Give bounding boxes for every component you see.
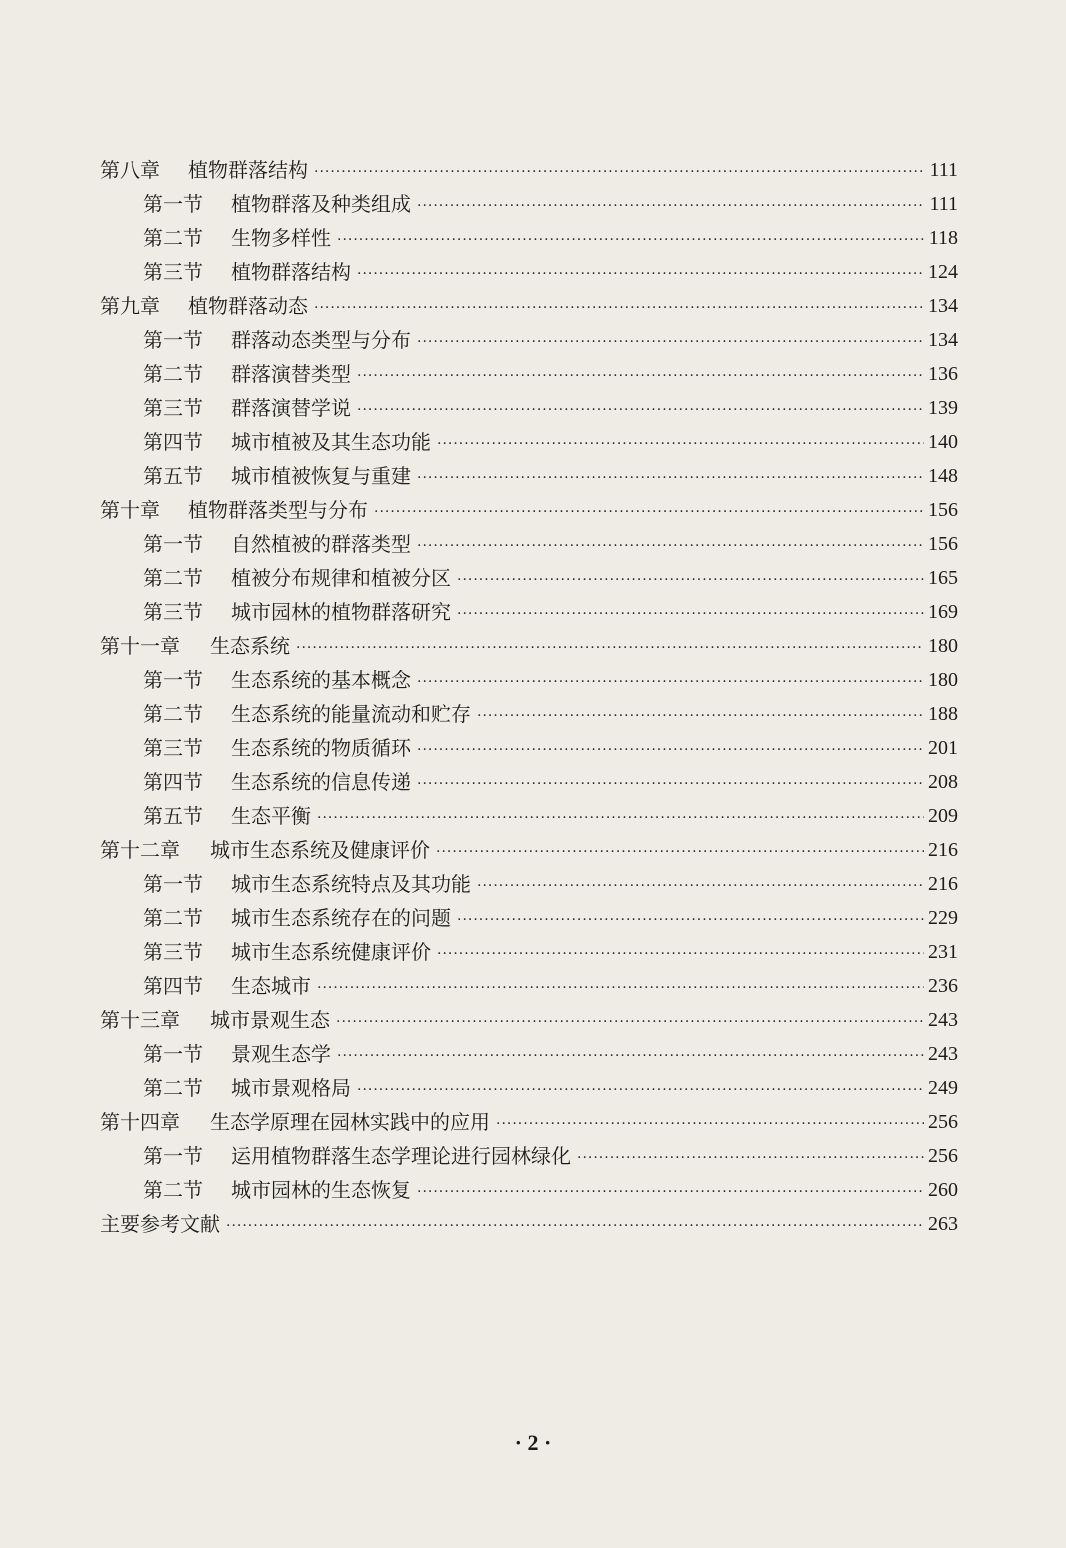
dot-leader xyxy=(417,667,924,697)
dot-leader xyxy=(436,837,924,867)
toc-entry-label: 第十二章 xyxy=(100,838,180,862)
toc-entry-page-number: 169 xyxy=(928,601,958,623)
toc-section-entry xyxy=(100,1071,958,1105)
toc-entry-title: 植物群落动态 xyxy=(188,294,308,318)
toc-chapter-entry xyxy=(100,1003,958,1037)
toc-entry-label: 第一节 xyxy=(143,872,203,896)
toc-entry-title: 植物群落及种类组成 xyxy=(231,192,411,216)
toc-entry-page-number: 263 xyxy=(928,1213,958,1235)
toc-section-entry xyxy=(100,1173,958,1207)
toc-entry-title: 景观生态学 xyxy=(231,1042,331,1066)
toc-entry-label: 第四节 xyxy=(143,430,203,454)
toc-section-entry xyxy=(100,731,958,765)
toc-entry-page-number: 124 xyxy=(928,261,958,283)
toc-entry-page-number: 140 xyxy=(928,431,958,453)
toc-entry-title: 群落动态类型与分布 xyxy=(231,328,411,352)
toc-entry-label: 第九章 xyxy=(100,294,160,318)
toc-entry-page-number: 236 xyxy=(928,975,958,997)
dot-leader xyxy=(437,429,924,459)
dot-leader xyxy=(357,361,924,391)
toc-entry-title: 生态系统的基本概念 xyxy=(231,668,411,692)
dot-leader xyxy=(317,973,924,1003)
toc-entry-label: 第八章 xyxy=(100,158,160,182)
page-number: · 2 · xyxy=(514,1430,552,1455)
toc-section-entry xyxy=(100,221,958,255)
toc-entry-title: 植物群落类型与分布 xyxy=(188,498,368,522)
toc-entry-title: 城市园林的植物群落研究 xyxy=(231,600,451,624)
dot-leader xyxy=(437,939,924,969)
dot-leader xyxy=(357,259,924,289)
toc-entry-label: 第五节 xyxy=(143,464,203,488)
toc-entry-title: 城市生态系统存在的问题 xyxy=(231,906,451,930)
toc-section-entry xyxy=(100,425,958,459)
toc-entry-page-number: 148 xyxy=(928,465,958,487)
toc-entry-title: 生态系统的信息传递 xyxy=(231,770,411,794)
toc-section-entry xyxy=(100,561,958,595)
toc-entry-page-number: 118 xyxy=(928,227,958,249)
toc-entry-title: 生态城市 xyxy=(231,974,311,998)
toc-chapter-entry xyxy=(100,1207,958,1241)
toc-section-entry xyxy=(100,901,958,935)
dot-leader xyxy=(477,871,924,901)
toc-entry-label: 第一节 xyxy=(143,192,203,216)
toc-entry-page-number: 256 xyxy=(928,1145,958,1167)
toc-entry-label: 第二节 xyxy=(143,566,203,590)
toc-section-entry xyxy=(100,187,958,221)
dot-leader xyxy=(417,463,924,493)
toc-entry-page-number: 180 xyxy=(928,669,958,691)
dot-leader xyxy=(417,1177,924,1207)
toc-entry-page-number: 216 xyxy=(928,873,958,895)
toc-entry-title: 城市园林的生态恢复 xyxy=(231,1178,411,1202)
toc-section-entry xyxy=(100,697,958,731)
dot-leader xyxy=(417,769,924,799)
toc-entry-page-number: 111 xyxy=(929,159,958,181)
toc-chapter-entry xyxy=(100,493,958,527)
toc-entry-label: 第二节 xyxy=(143,226,203,250)
toc-chapter-entry xyxy=(100,629,958,663)
toc-entry-label: 第四节 xyxy=(143,770,203,794)
toc-entry-title: 主要参考文献 xyxy=(100,1212,220,1236)
toc-entry-label: 第一节 xyxy=(143,532,203,556)
toc-entry-page-number: 256 xyxy=(928,1111,958,1133)
toc-entry-title: 城市生态系统特点及其功能 xyxy=(231,872,471,896)
toc-section-entry xyxy=(100,799,958,833)
toc-entry-label: 第十四章 xyxy=(100,1110,180,1134)
toc-entry-page-number: 209 xyxy=(928,805,958,827)
toc-entry-title: 生态平衡 xyxy=(231,804,311,828)
dot-leader xyxy=(477,701,924,731)
toc-entry-label: 第三节 xyxy=(143,736,203,760)
toc-entry-label: 第二节 xyxy=(143,362,203,386)
dot-leader xyxy=(314,293,924,323)
dot-leader xyxy=(296,633,924,663)
dot-leader xyxy=(357,395,924,425)
toc-entry-title: 生态系统的物质循环 xyxy=(231,736,411,760)
toc-entry-title: 城市景观生态 xyxy=(210,1008,330,1032)
toc-entry-label: 第三节 xyxy=(143,260,203,284)
toc-entry-page-number: 139 xyxy=(928,397,958,419)
toc-entry-page-number: 165 xyxy=(928,567,958,589)
toc-entry-title: 生物多样性 xyxy=(231,226,331,250)
dot-leader xyxy=(457,565,924,595)
toc-entry-title: 植物群落结构 xyxy=(231,260,351,284)
toc-entry-title: 城市生态系统及健康评价 xyxy=(210,838,430,862)
toc-entry-title: 城市植被恢复与重建 xyxy=(231,464,411,488)
dot-leader xyxy=(457,905,924,935)
toc-entry-label: 第二节 xyxy=(143,906,203,930)
toc-entry-page-number: 260 xyxy=(928,1179,958,1201)
dot-leader xyxy=(336,1007,924,1037)
toc-section-entry xyxy=(100,765,958,799)
toc-entry-label: 第一节 xyxy=(143,668,203,692)
toc-entry-title: 植物群落结构 xyxy=(188,158,308,182)
toc-entry-label: 第十三章 xyxy=(100,1008,180,1032)
toc-entry-label: 第二节 xyxy=(143,1178,203,1202)
dot-leader xyxy=(417,531,924,561)
toc-chapter-entry xyxy=(100,289,958,323)
toc-entry-page-number: 231 xyxy=(928,941,958,963)
toc-entry-title: 城市植被及其生态功能 xyxy=(231,430,431,454)
dot-leader xyxy=(337,225,925,255)
toc-section-entry xyxy=(100,391,958,425)
toc-entry-label: 第四节 xyxy=(143,974,203,998)
toc-section-entry xyxy=(100,1037,958,1071)
toc-entry-title: 运用植物群落生态学理论进行园林绿化 xyxy=(231,1144,571,1168)
toc-entry-title: 自然植被的群落类型 xyxy=(231,532,411,556)
toc-entry-title: 植被分布规律和植被分区 xyxy=(231,566,451,590)
toc-entry-page-number: 229 xyxy=(928,907,958,929)
toc-entry-title: 生态系统 xyxy=(210,634,290,658)
toc-entry-label: 第二节 xyxy=(143,702,203,726)
toc-section-entry xyxy=(100,527,958,561)
toc-section-entry xyxy=(100,1139,958,1173)
toc-entry-page-number: 208 xyxy=(928,771,958,793)
toc-entry-page-number: 111 xyxy=(929,193,958,215)
dot-leader xyxy=(226,1211,924,1241)
toc-entry-page-number: 134 xyxy=(928,329,958,351)
toc-entry-label: 第三节 xyxy=(143,600,203,624)
toc-entry-label: 第二节 xyxy=(143,1076,203,1100)
dot-leader xyxy=(577,1143,924,1173)
dot-leader xyxy=(337,1041,924,1071)
toc-chapter-entry xyxy=(100,833,958,867)
toc-entry-title: 城市景观格局 xyxy=(231,1076,351,1100)
toc-entry-page-number: 201 xyxy=(928,737,958,759)
dot-leader xyxy=(317,803,924,833)
toc-entry-page-number: 156 xyxy=(928,499,958,521)
toc-entry-label: 第十章 xyxy=(100,498,160,522)
toc-entry-title: 生态系统的能量流动和贮存 xyxy=(231,702,471,726)
toc-entry-page-number: 188 xyxy=(928,703,958,725)
toc-entry-label: 第十一章 xyxy=(100,634,180,658)
dot-leader xyxy=(457,599,924,629)
dot-leader xyxy=(417,327,924,357)
toc-entry-page-number: 243 xyxy=(928,1009,958,1031)
toc-entry-title: 群落演替学说 xyxy=(231,396,351,420)
dot-leader xyxy=(374,497,924,527)
dot-leader xyxy=(417,191,925,221)
toc-entry-page-number: 156 xyxy=(928,533,958,555)
toc-entry-title: 群落演替类型 xyxy=(231,362,351,386)
toc-entry-page-number: 243 xyxy=(928,1043,958,1065)
toc-entry-label: 第一节 xyxy=(143,328,203,352)
toc-entry-page-number: 136 xyxy=(928,363,958,385)
toc-entry-title: 生态学原理在园林实践中的应用 xyxy=(210,1110,490,1134)
dot-leader xyxy=(357,1075,924,1105)
dot-leader xyxy=(417,735,924,765)
toc-entry-page-number: 180 xyxy=(928,635,958,657)
toc-section-entry xyxy=(100,323,958,357)
toc-entry-label: 第一节 xyxy=(143,1042,203,1066)
toc-entry-label: 第五节 xyxy=(143,804,203,828)
dot-leader xyxy=(314,157,925,187)
toc-entry-label: 第一节 xyxy=(143,1144,203,1168)
toc-chapter-entry xyxy=(100,1105,958,1139)
toc-section-entry xyxy=(100,595,958,629)
toc-section-entry xyxy=(100,663,958,697)
toc-section-entry xyxy=(100,867,958,901)
toc-chapter-entry xyxy=(100,153,958,187)
toc-entry-title: 城市生态系统健康评价 xyxy=(231,940,431,964)
toc-entry-page-number: 134 xyxy=(928,295,958,317)
dot-leader xyxy=(496,1109,924,1139)
toc-section-entry xyxy=(100,255,958,289)
toc-entry-label: 第三节 xyxy=(143,396,203,420)
toc-entry-page-number: 249 xyxy=(928,1077,958,1099)
toc-section-entry xyxy=(100,969,958,1003)
toc-section-entry xyxy=(100,935,958,969)
toc-entry-label: 第三节 xyxy=(143,940,203,964)
toc-section-entry xyxy=(100,357,958,391)
table-of-contents xyxy=(100,153,958,1241)
toc-entry-page-number: 216 xyxy=(928,839,958,861)
toc-section-entry xyxy=(100,459,958,493)
